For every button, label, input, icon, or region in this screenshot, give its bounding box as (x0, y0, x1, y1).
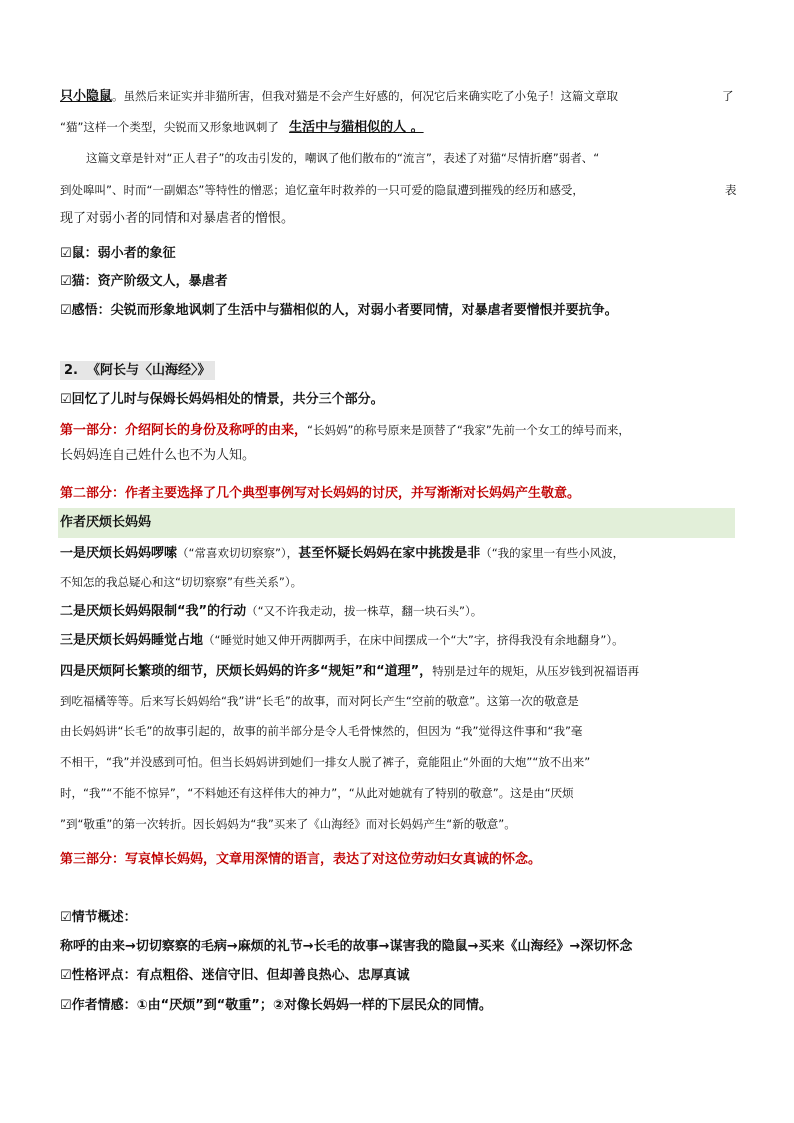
paragraph-line: ”到“敬重”的第一次转折。因长妈妈为“我”买来了《山海经》而对长妈妈产生“新的敬意”。 (60, 817, 516, 831)
text-span: （“睡觉时她又伸开两脚两手，在床中间摆成一个“大”字，挤得我没有余地翻身”）。 (203, 633, 624, 647)
text-span: “猫”这样一个类型，尖锐而又形象地讽刺了 (60, 120, 279, 134)
checkbox-icon: ☑ (60, 910, 72, 925)
checkbox-item (60, 301, 618, 321)
paragraph-line: 到吃福橘等等。后来写长妈妈给“我”讲“长毛”的故事，而对阿长产生“空前的敬意”。这第一次的敬意是 (60, 694, 579, 708)
paragraph-line: 到处嗥叫”、时而“一副媚态”等特性的憎恶；追忆童年时救养的一只可爱的隐鼠遭到摧残的经历和感受， (60, 183, 584, 197)
paragraph-line: 现了对弱小者的同情和对暴虐者的憎恨。 (60, 211, 295, 226)
text-span: （“常喜欢切切察察”）， (177, 546, 299, 560)
paragraph-line: 时，“我”“不能不惊异”，“不料她还有这样伟大的神力”，“从此对她就有了特别的敬意”。这是由“厌烦 (60, 786, 574, 800)
checkbox-item (60, 390, 384, 410)
checkbox-icon: ☑ (60, 303, 72, 318)
item-text: 鼠：弱小者的象征 (71, 246, 176, 261)
item-text: 情节概述： (71, 910, 137, 925)
paragraph-line (60, 86, 618, 107)
paragraph-line: 长妈妈连自己姓什么也不为人知。 (60, 448, 256, 463)
item-text: 猫：资产阶级文人，暴虐者 (71, 274, 228, 289)
text-span: 三是厌烦长妈妈睡觉占地 (60, 633, 204, 648)
section-title-text: 《阿长与〈山海经〉》 (87, 363, 211, 378)
part-heading-text: 第二部分：作者主要选择了几个典型事例写对长妈妈的讨厌，并写渐渐对长妈妈产生敬意。 (60, 486, 581, 501)
paragraph-line: 不相干，“我”并没感到可怕。但当长妈妈讲到她们一排女人脱了裤子，竟能阻止“外面的大炮”“放不出来” (60, 755, 591, 769)
paragraph-line (60, 420, 630, 441)
part-heading (60, 484, 580, 504)
item-text: 作者情感：①由“厌烦”到“敬重”；②对像长妈妈一样的下层民众的同情。 (71, 998, 492, 1013)
text-span: 二是厌烦长妈妈限制“我”的行动 (60, 604, 247, 619)
paragraph-line: 这篇文章是针对“正人君子”的攻击引发的，嘲讽了他们散布的“流言”，表述了对猫“尽情折磨”弱者、“ (86, 151, 600, 165)
text-span: 特别是过年的规矩，从压岁钱到祝福语再 (432, 664, 640, 678)
checkbox-item (60, 908, 137, 928)
text-span: 四是厌烦阿长繁琐的细节，厌烦长妈妈的许多“规矩”和“道理”， (60, 664, 433, 679)
text-span: 了 (722, 89, 734, 103)
underlined-phrase: 生活中与猫相似的人 。 (289, 120, 424, 135)
section-heading (60, 361, 215, 381)
checkbox-item (60, 996, 492, 1016)
paragraph-line: 不知怎的我总疑心和这“切切察察”有些关系”）。 (60, 575, 303, 589)
checkbox-item (60, 966, 410, 986)
item-text: 回忆了儿时与保姆长妈妈相处的情景，共分三个部分。 (71, 392, 384, 407)
checkbox-item (60, 244, 176, 264)
paragraph-line (60, 661, 639, 682)
part-heading-text: 第三部分：写哀悼长妈妈，文章用深情的语言，表达了对这位劳动妇女真诚的怀念。 (60, 852, 542, 867)
section-title (60, 361, 215, 380)
checkbox-icon: ☑ (60, 274, 72, 289)
paragraph-line (60, 601, 482, 622)
paragraph-line: 由长妈妈讲“长毛”的故事引起的，故事的前半部分是令人毛骨悚然的，但因为 “我”觉得这件事和“我”毫 (60, 724, 583, 738)
underlined-phrase: 只小隐鼠 (60, 89, 113, 104)
paragraph-line (60, 117, 424, 138)
checkbox-item (60, 272, 228, 292)
text-span: 。虽然后来证实并非猫所害，但我对猫是不会产生好感的，何况它后来确实吃了小兔子！这篇文章取 (112, 89, 619, 103)
plot-chain: 称呼的由来→切切察察的毛病→麻烦的礼节→长毛的故事→谋害我的隐鼠→买来《山海经》→深切怀念 (60, 939, 633, 954)
text-span: （“又不许我走动，拔一株草，翻一块石头”）。 (246, 604, 483, 618)
paragraph-line (60, 543, 624, 564)
band-title: 作者厌烦长妈妈 (60, 515, 152, 530)
checkbox-icon: ☑ (60, 392, 72, 407)
part-heading: 第一部分：介绍阿长的身份及称呼的由来， (60, 423, 308, 438)
checkbox-icon: ☑ (60, 968, 72, 983)
item-text: 性格评点：有点粗俗、迷信守旧、但却善良热心、忠厚真诚 (71, 968, 410, 983)
text-span: “长妈妈”的称号原来是顶替了“我家”先前一个女工的绰号而来， (307, 423, 630, 437)
paragraph-line (60, 630, 624, 651)
checkbox-icon: ☑ (60, 246, 72, 261)
text-span: 一是厌烦长妈妈啰嗦 (60, 546, 178, 561)
text-span: 表 (725, 183, 737, 197)
section-number: 2. (64, 363, 78, 378)
text-span: （“我的家里一有些小风波， (480, 546, 625, 560)
checkbox-icon: ☑ (60, 998, 72, 1013)
highlight-band (58, 508, 735, 538)
part-heading (60, 850, 541, 870)
text-span: 甚至怀疑长妈妈在家中挑拨是非 (298, 546, 481, 561)
item-text: 感悟：尖锐而形象地讽刺了生活中与猫相似的人，对弱小者要同情，对暴虐者要憎恨并要抗争。 (71, 303, 618, 318)
